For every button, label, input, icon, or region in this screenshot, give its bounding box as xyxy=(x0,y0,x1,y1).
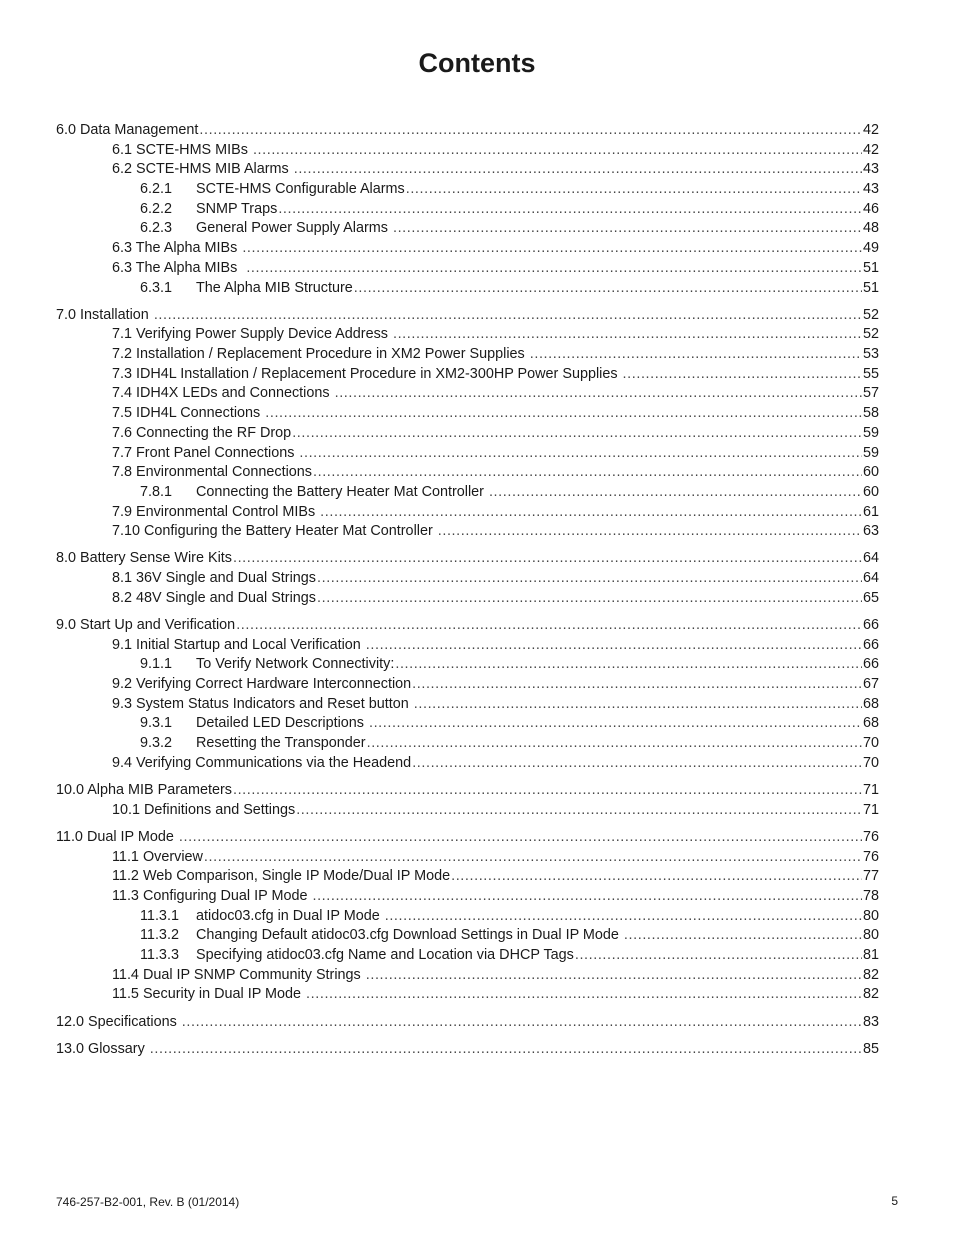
toc-entry-title: 11.0 Dual IP Mode xyxy=(56,828,178,845)
toc-entry-title: 11.3 Configuring Dual IP Mode xyxy=(112,887,312,904)
page-number: 5 xyxy=(891,1194,898,1208)
page-title: Contents xyxy=(418,48,536,78)
toc-entry-title: General Power Supply Alarms xyxy=(196,220,392,237)
toc-entry-number: 9.3.1 xyxy=(140,715,173,732)
dot-leader xyxy=(354,279,862,299)
toc-entry[interactable] xyxy=(56,781,879,801)
dot-leader xyxy=(489,483,862,503)
toc-entry-title: atidoc03.cfg in Dual IP Mode xyxy=(196,907,384,924)
toc-entry-title: SCTE-HMS Configurable Alarms xyxy=(196,181,405,198)
dot-leader xyxy=(278,200,862,220)
toc-entry[interactable] xyxy=(56,926,879,946)
toc-entry-title: 6.2 SCTE-HMS MIB Alarms xyxy=(112,161,293,178)
toc-entry[interactable] xyxy=(56,734,879,754)
toc-entry[interactable] xyxy=(56,160,879,180)
dot-leader xyxy=(412,754,862,774)
toc-entry-page: 63 xyxy=(862,523,879,540)
toc-entry[interactable] xyxy=(56,549,879,569)
toc-section xyxy=(56,1040,879,1060)
toc-entry[interactable] xyxy=(56,306,879,326)
toc-entry[interactable] xyxy=(56,444,879,464)
toc-entry-page: 82 xyxy=(862,986,879,1003)
toc-entry-page: 64 xyxy=(862,570,879,587)
toc-entry[interactable] xyxy=(56,695,879,715)
toc-entry[interactable] xyxy=(56,483,879,503)
dot-leader xyxy=(292,424,862,444)
toc-entry-page: 68 xyxy=(862,715,879,732)
toc-entry-title: 7.0 Installation xyxy=(56,306,153,323)
toc-entry-page: 43 xyxy=(862,161,879,178)
toc-entry[interactable] xyxy=(56,1040,879,1060)
toc-entry-page: 71 xyxy=(862,801,879,818)
dot-leader xyxy=(393,325,862,345)
dot-leader xyxy=(253,141,862,161)
dot-leader xyxy=(367,734,862,754)
dot-leader xyxy=(385,907,862,927)
toc-entry[interactable] xyxy=(56,463,879,483)
dot-leader xyxy=(154,306,862,326)
toc-entry-number: 11.3.1 xyxy=(140,907,179,924)
toc-entry[interactable] xyxy=(56,404,879,424)
toc-entry-title: 10.1 Definitions and Settings xyxy=(112,801,296,818)
toc-entry-number: 9.1.1 xyxy=(140,656,173,673)
dot-leader xyxy=(317,589,862,609)
toc-entry[interactable] xyxy=(56,345,879,365)
toc-entry-title: 8.2 48V Single and Dual Strings xyxy=(112,589,316,606)
toc-entry[interactable] xyxy=(56,616,879,636)
toc-entry-page: 64 xyxy=(862,550,879,567)
toc-entry[interactable] xyxy=(56,180,879,200)
toc-entry-number: 11.3.2 xyxy=(140,927,179,944)
toc-entry-page: 59 xyxy=(862,424,879,441)
toc-entry-page: 70 xyxy=(862,735,879,752)
toc-entry-title: Connecting the Battery Heater Mat Controller xyxy=(196,483,488,500)
toc-entry-page: 81 xyxy=(862,947,879,963)
toc-entry-number: 9.3.2 xyxy=(140,735,173,752)
toc-entry-title: 7.5 IDH4L Connections xyxy=(112,405,265,422)
dot-leader xyxy=(530,345,862,365)
toc-entry[interactable] xyxy=(56,239,879,259)
toc-entry[interactable] xyxy=(56,907,879,927)
dot-leader xyxy=(312,887,862,907)
toc-entry-number: 6.2.3 xyxy=(140,220,173,237)
dot-leader xyxy=(204,848,862,868)
toc-entry-page: 48 xyxy=(862,220,879,237)
toc-entry[interactable] xyxy=(56,636,879,656)
toc-entry-title: 9.0 Start Up and Verification xyxy=(56,617,236,633)
toc-entry-page: 67 xyxy=(862,676,879,693)
toc-entry-title: To Verify Network Connectivity: xyxy=(196,656,395,673)
toc-entry[interactable] xyxy=(56,801,879,821)
toc-entry-title: SNMP Traps xyxy=(196,200,278,217)
toc-entry-title: 7.3 IDH4L Installation / Replacement Procedure in XM2-300HP Power Supplies xyxy=(112,365,622,382)
toc-section xyxy=(56,121,879,298)
dot-leader xyxy=(313,463,862,483)
toc-entry[interactable] xyxy=(56,655,879,675)
toc-entry-page: 49 xyxy=(862,240,879,257)
toc-entry[interactable] xyxy=(56,325,879,345)
toc-entry-title: 10.0 Alpha MIB Parameters xyxy=(56,782,232,798)
toc-entry-page: 65 xyxy=(862,589,879,606)
toc-section xyxy=(56,616,879,774)
table-of-contents xyxy=(56,121,879,1067)
toc-section xyxy=(56,781,879,820)
toc-entry[interactable] xyxy=(56,279,879,299)
toc-entry-page: 52 xyxy=(862,326,879,343)
toc-entry[interactable] xyxy=(56,141,879,161)
toc-entry-page: 53 xyxy=(862,346,879,363)
dot-leader xyxy=(182,1013,862,1033)
dot-leader xyxy=(624,926,862,946)
dot-leader xyxy=(150,1040,862,1060)
toc-entry-title: 9.2 Verifying Correct Hardware Interconnection xyxy=(112,676,412,693)
toc-entry-page: 57 xyxy=(862,385,879,402)
toc-entry[interactable] xyxy=(56,589,879,609)
toc-entry-page: 83 xyxy=(862,1013,879,1030)
toc-entry-page: 46 xyxy=(862,200,879,217)
toc-entry-title: 11.2 Web Comparison, Single IP Mode/Dual IP Mode xyxy=(112,868,451,885)
toc-entry[interactable] xyxy=(56,121,879,141)
toc-entry-page: 85 xyxy=(862,1040,879,1057)
toc-entry[interactable] xyxy=(56,200,879,220)
dot-leader xyxy=(369,714,862,734)
toc-entry-title: Resetting the Transponder xyxy=(196,735,366,752)
toc-entry-title: 9.4 Verifying Communications via the Headend xyxy=(112,754,412,771)
toc-entry-title: 7.10 Configuring the Battery Heater Mat Controller xyxy=(112,523,437,540)
toc-entry[interactable] xyxy=(56,754,879,774)
toc-entry[interactable] xyxy=(56,867,879,887)
toc-entry-page: 60 xyxy=(862,483,879,500)
toc-entry-title: 12.0 Specifications xyxy=(56,1013,181,1030)
dot-leader xyxy=(233,781,862,801)
toc-entry[interactable] xyxy=(56,966,879,986)
toc-entry-page: 76 xyxy=(862,848,879,865)
dot-leader xyxy=(242,239,862,259)
toc-section xyxy=(56,306,879,542)
toc-entry-title: Specifying atidoc03.cfg Name and Location via DHCP Tags xyxy=(196,947,574,963)
toc-entry[interactable] xyxy=(56,569,879,589)
dot-leader xyxy=(246,259,862,279)
toc-entry[interactable] xyxy=(56,946,879,966)
dot-leader xyxy=(296,801,862,821)
toc-entry[interactable] xyxy=(56,219,879,239)
toc-entry[interactable] xyxy=(56,424,879,444)
toc-entry-page: 42 xyxy=(862,122,879,138)
toc-entry-page: 70 xyxy=(862,754,879,771)
toc-entry-page: 66 xyxy=(862,636,879,653)
dot-leader xyxy=(335,384,862,404)
dot-leader xyxy=(395,655,862,675)
toc-entry-page: 82 xyxy=(862,966,879,983)
toc-entry-page: 66 xyxy=(862,656,879,673)
toc-entry[interactable] xyxy=(56,522,879,542)
toc-entry-page: 52 xyxy=(862,306,879,323)
dot-leader xyxy=(320,503,862,523)
toc-entry-page: 43 xyxy=(862,181,879,198)
dot-leader xyxy=(306,985,862,1005)
toc-entry-title: 6.0 Data Management xyxy=(56,122,199,138)
toc-entry-title: The Alpha MIB Structure xyxy=(196,279,353,296)
toc-entry-page: 80 xyxy=(862,927,879,944)
dot-leader xyxy=(294,160,862,180)
toc-section xyxy=(56,549,879,608)
toc-entry-title: 6.1 SCTE-HMS MIBs xyxy=(112,141,252,158)
toc-entry[interactable] xyxy=(56,365,879,385)
toc-entry-title: 9.3 System Status Indicators and Reset button xyxy=(112,695,413,712)
toc-entry-page: 60 xyxy=(862,464,879,481)
toc-entry-page: 71 xyxy=(862,782,879,798)
toc-entry[interactable] xyxy=(56,985,879,1005)
dot-leader xyxy=(265,404,862,424)
dot-leader xyxy=(623,365,862,385)
toc-entry-page: 51 xyxy=(862,279,879,296)
toc-entry[interactable] xyxy=(56,675,879,695)
toc-entry-title: 7.6 Connecting the RF Drop xyxy=(112,424,292,441)
toc-section xyxy=(56,828,879,1005)
dot-leader xyxy=(199,121,862,141)
dot-leader xyxy=(406,180,862,200)
toc-entry-page: 66 xyxy=(862,617,879,633)
toc-entry-title: 8.0 Battery Sense Wire Kits xyxy=(56,550,232,567)
toc-entry-page: 76 xyxy=(862,828,879,845)
toc-entry-title: 11.1 Overview xyxy=(112,848,203,865)
toc-entry-page: 58 xyxy=(862,405,879,422)
toc-entry-number: 6.2.1 xyxy=(140,181,173,198)
toc-entry-page: 51 xyxy=(862,259,879,276)
toc-entry-title: 8.1 36V Single and Dual Strings xyxy=(112,570,316,587)
dot-leader xyxy=(236,616,862,636)
toc-entry[interactable] xyxy=(56,887,879,907)
dot-leader xyxy=(179,828,862,848)
toc-entry[interactable] xyxy=(56,503,879,523)
toc-entry-title: 13.0 Glossary xyxy=(56,1040,149,1057)
dot-leader xyxy=(451,867,862,887)
toc-entry-title: 9.1 Initial Startup and Local Verification xyxy=(112,636,365,653)
toc-entry-number: 6.3.1 xyxy=(140,279,173,296)
toc-entry[interactable] xyxy=(56,714,879,734)
toc-entry-title: Detailed LED Descriptions xyxy=(196,715,368,732)
toc-entry-title: 7.9 Environmental Control MIBs xyxy=(112,503,320,520)
toc-entry-title: 7.8 Environmental Connections xyxy=(112,464,312,481)
toc-entry-title: Changing Default atidoc03.cfg Download Settings in Dual IP Mode xyxy=(196,927,623,944)
toc-entry-title: 7.1 Verifying Power Supply Device Address xyxy=(112,326,392,343)
dot-leader xyxy=(412,675,862,695)
toc-entry-page: 55 xyxy=(862,365,879,382)
dot-leader xyxy=(575,946,862,966)
toc-entry[interactable] xyxy=(56,848,879,868)
toc-entry-page: 59 xyxy=(862,444,879,461)
dot-leader xyxy=(393,219,862,239)
document-id: 746-257-B2-001, Rev. B (01/2014) xyxy=(56,1195,240,1209)
toc-entry-page: 77 xyxy=(862,868,879,885)
toc-entry-title: 7.2 Installation / Replacement Procedure in XM2 Power Supplies xyxy=(112,346,529,363)
toc-entry[interactable] xyxy=(56,384,879,404)
toc-section xyxy=(56,1013,879,1033)
toc-entry-title: 6.3 The Alpha MIBs xyxy=(112,259,246,276)
toc-entry-page: 42 xyxy=(862,141,879,158)
toc-entry-title: 11.4 Dual IP SNMP Community Strings xyxy=(112,966,365,983)
toc-entry[interactable] xyxy=(56,1013,879,1033)
dot-leader xyxy=(366,966,862,986)
dot-leader xyxy=(414,695,862,715)
toc-entry[interactable] xyxy=(56,259,879,279)
dot-leader xyxy=(233,549,862,569)
toc-entry-title: 7.4 IDH4X LEDs and Connections xyxy=(112,385,334,402)
toc-entry-page: 68 xyxy=(862,695,879,712)
toc-entry-number: 11.3.3 xyxy=(140,947,179,963)
dot-leader xyxy=(366,636,862,656)
dot-leader xyxy=(317,569,862,589)
toc-entry-title: 6.3 The Alpha MIBs xyxy=(112,240,242,257)
toc-entry-number: 6.2.2 xyxy=(140,200,173,217)
toc-entry-page: 80 xyxy=(862,907,879,924)
toc-entry-page: 61 xyxy=(862,503,879,520)
toc-entry-title: 11.5 Security in Dual IP Mode xyxy=(112,986,306,1003)
toc-entry-title: 7.7 Front Panel Connections xyxy=(112,444,299,461)
toc-entry-page: 78 xyxy=(862,887,879,904)
toc-entry[interactable] xyxy=(56,828,879,848)
dot-leader xyxy=(299,444,862,464)
toc-entry-number: 7.8.1 xyxy=(140,483,173,500)
dot-leader xyxy=(438,522,862,542)
